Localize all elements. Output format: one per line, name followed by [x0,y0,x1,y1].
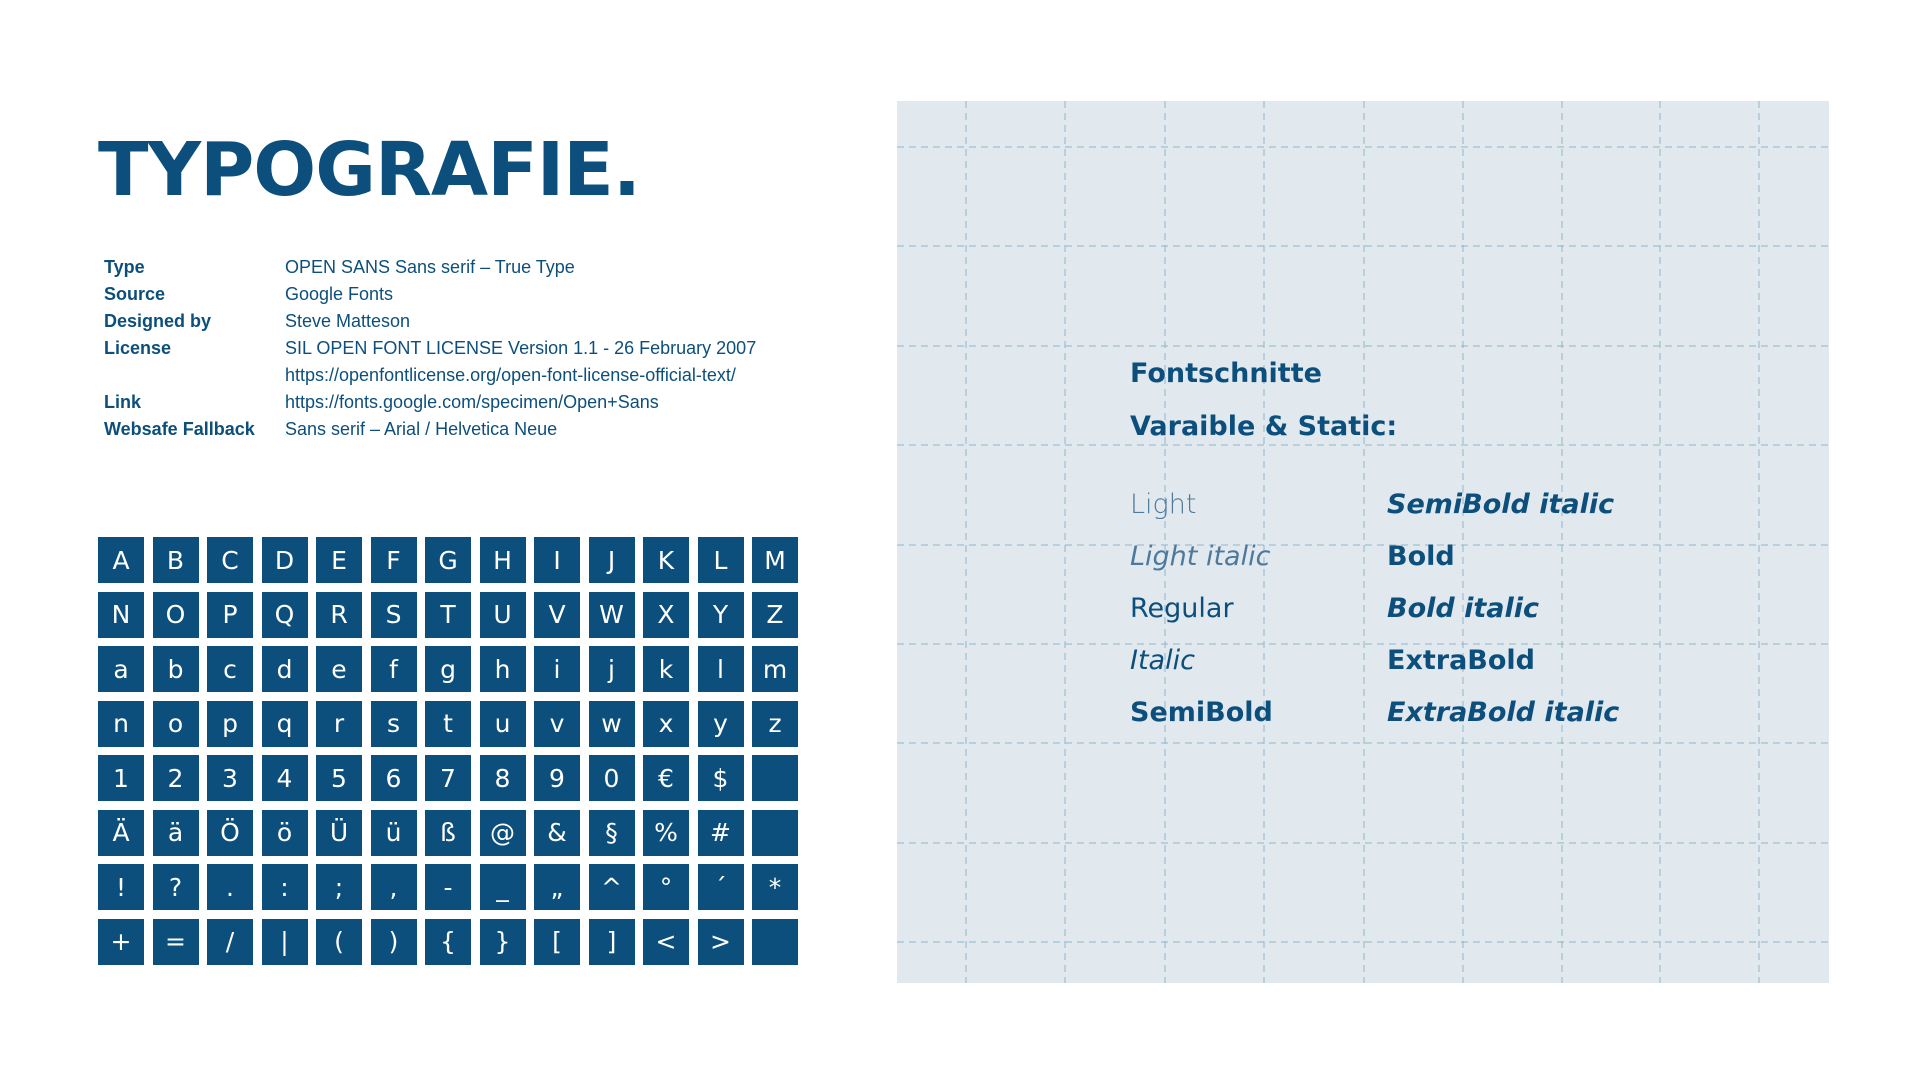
glyph-cell: S [371,592,417,638]
glyph-cell: N [98,592,144,638]
info-value-fallback: Sans serif – Arial / Helvetica Neue [285,419,558,439]
font-cut-extrabold-italic: ExtraBold italic [1387,697,1620,728]
info-row-source [104,281,756,308]
glyph-cell: P [207,592,253,638]
info-value-license: SIL OPEN FONT LICENSE Version 1.1 - 26 February 2007 [285,338,757,358]
glyph-cell: Y [698,592,744,638]
glyph-cell: ß [425,810,471,856]
glyph-cell: ] [589,919,635,965]
glyph-cell: O [153,592,199,638]
glyph-cell: 8 [480,755,526,801]
glyph-cell: x [643,701,689,747]
info-row-license-url [104,362,756,389]
info-value-license-url: https://openfontlicense.org/open-font-license-official-text/ [285,365,736,385]
glyph-cell: X [643,592,689,638]
glyph-cell: i [534,646,580,692]
glyph-cell: - [425,864,471,910]
dashed-grid [897,101,1829,983]
glyph-cell: s [371,701,417,747]
glyph-cell: Z [752,592,798,638]
glyph-cell: H [480,537,526,583]
glyph-cell: ? [153,864,199,910]
glyph-cell: . [207,864,253,910]
glyph-cell: } [480,919,526,965]
glyph-cell: p [207,701,253,747]
glyph-cell: y [698,701,744,747]
glyph-cell: h [480,646,526,692]
glyph-cell: A [98,537,144,583]
glyph-cell: > [698,919,744,965]
info-row-designer [104,308,756,335]
glyph-cell: 6 [371,755,417,801]
glyph-cell: j [589,646,635,692]
info-row-link [104,389,756,416]
font-cut-light-italic: Light italic [1130,541,1271,572]
glyph-cell: ( [316,919,362,965]
glyph-cell-empty [752,755,798,801]
glyph-cell: 4 [262,755,308,801]
glyph-cell: z [752,701,798,747]
glyph-cell: r [316,701,362,747]
glyph-cell: ö [262,810,308,856]
font-cut-italic: Italic [1130,645,1195,676]
glyph-cell-empty [752,919,798,965]
glyph-cell: J [589,537,635,583]
info-label-designer: Designed by [104,311,212,331]
glyph-cell: | [262,919,308,965]
info-label-license-url [104,362,285,389]
info-label-link: Link [104,392,142,412]
glyph-cell: ä [153,810,199,856]
glyph-cell: & [534,810,580,856]
glyph-cell: ´ [698,864,744,910]
info-label-source: Source [104,284,166,304]
font-cut-semibold: SemiBold [1130,697,1273,728]
glyph-cell: a [98,646,144,692]
glyph-cell: „ [534,864,580,910]
glyph-cell: n [98,701,144,747]
glyph-cell: = [153,919,199,965]
glyph-cell: q [262,701,308,747]
glyph-cell: { [425,919,471,965]
font-cuts-panel [897,101,1829,983]
glyph-cell: o [153,701,199,747]
glyph-cell: 2 [153,755,199,801]
glyph-cell: 3 [207,755,253,801]
glyph-cell: F [371,537,417,583]
glyph-cell: K [643,537,689,583]
page-title: TYPOGRAFIE. [98,127,640,213]
glyph-cell: d [262,646,308,692]
glyph-cell: 9 [534,755,580,801]
glyph-cell: _ [480,864,526,910]
glyph-cell: 1 [98,755,144,801]
glyph-cell: V [534,592,580,638]
glyph-cell: T [425,592,471,638]
font-cut-bold-italic: Bold italic [1387,593,1540,624]
glyph-cell: M [752,537,798,583]
glyph-cell: ^ [589,864,635,910]
glyph-cell: 0 [589,755,635,801]
glyph-cell: D [262,537,308,583]
info-label-license: License [104,338,172,358]
glyph-cell: f [371,646,417,692]
glyph-cell: ) [371,919,417,965]
glyph-cell: t [425,701,471,747]
glyph-cell: ü [371,810,417,856]
glyph-cell: C [207,537,253,583]
glyph-cell: E [316,537,362,583]
glyph-grid [98,537,798,965]
glyph-cell: I [534,537,580,583]
glyph-cell: § [589,810,635,856]
info-row-fallback [104,416,756,443]
glyph-cell: w [589,701,635,747]
font-cut-semibold-italic: SemiBold italic [1387,489,1615,520]
glyph-cell: % [643,810,689,856]
info-value-link: https://fonts.google.com/specimen/Open+Sans [285,392,659,412]
glyph-cell: , [371,864,417,910]
glyph-cell: Ä [98,810,144,856]
glyph-cell: + [98,919,144,965]
glyph-cell: ! [98,864,144,910]
font-cut-extrabold: ExtraBold [1387,645,1536,676]
glyph-cell: 7 [425,755,471,801]
glyph-cell: l [698,646,744,692]
info-label-fallback: Websafe Fallback [104,419,255,439]
glyph-cell: # [698,810,744,856]
glyph-cell: @ [480,810,526,856]
glyph-cell: 5 [316,755,362,801]
glyph-cell: Ö [207,810,253,856]
glyph-cell: b [153,646,199,692]
glyph-cell: < [643,919,689,965]
glyph-cell: k [643,646,689,692]
font-cuts-heading-line2: Varaible & Static: [1130,411,1398,442]
font-cuts-heading [1130,347,1397,453]
glyph-cell: B [153,537,199,583]
glyph-cell: m [752,646,798,692]
info-label-type: Type [104,257,145,277]
font-info-table [104,254,756,443]
glyph-cell: / [207,919,253,965]
font-cut-bold: Bold [1387,541,1455,572]
glyph-cell: c [207,646,253,692]
glyph-cell: e [316,646,362,692]
glyph-cell: L [698,537,744,583]
glyph-cell: [ [534,919,580,965]
glyph-cell: G [425,537,471,583]
glyph-cell: ; [316,864,362,910]
glyph-cell: Q [262,592,308,638]
font-cuts-heading-line1: Fontschnitte [1130,358,1322,389]
glyph-cell: * [752,864,798,910]
glyph-cell-empty [752,810,798,856]
info-value-type: OPEN SANS Sans serif – True Type [285,257,575,277]
font-info-rows [104,254,756,443]
glyph-cell: u [480,701,526,747]
glyph-cell: : [262,864,308,910]
glyph-cell: ° [643,864,689,910]
glyph-cell: U [480,592,526,638]
font-cut-regular: Regular [1130,593,1234,624]
info-value-source: Google Fonts [285,284,394,304]
glyph-cell: g [425,646,471,692]
glyph-cell: $ [698,755,744,801]
glyph-cell: W [589,592,635,638]
info-row-type [104,254,756,281]
info-value-designer: Steve Matteson [285,311,411,331]
glyph-cell: € [643,755,689,801]
glyph-cell: R [316,592,362,638]
info-row-license [104,335,756,362]
font-cut-light: Light [1130,489,1197,520]
glyph-cell: v [534,701,580,747]
glyph-cell: Ü [316,810,362,856]
